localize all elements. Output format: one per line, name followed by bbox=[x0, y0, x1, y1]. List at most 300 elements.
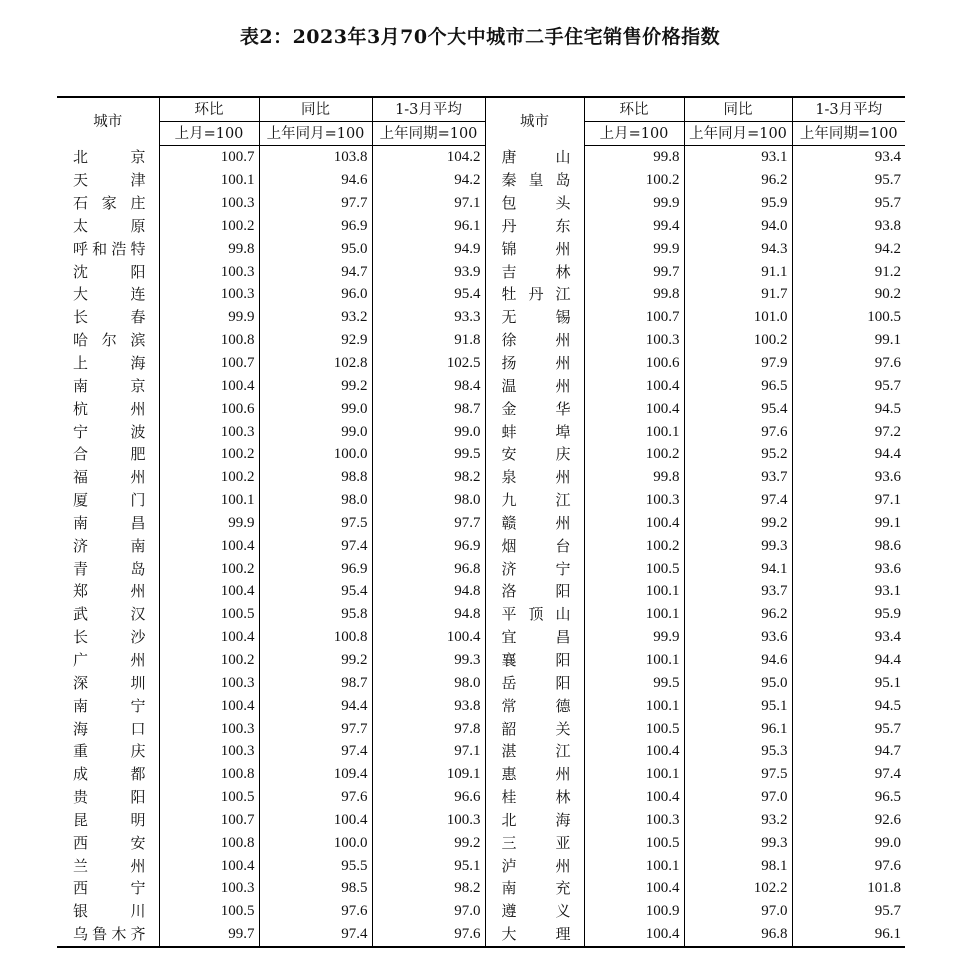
yoy-right-cell: 93.1 bbox=[684, 146, 792, 169]
avg-left-cell: 96.6 bbox=[372, 786, 485, 809]
table-row bbox=[57, 512, 905, 535]
mom-left-cell: 100.2 bbox=[159, 466, 259, 489]
mom-right-cell: 100.1 bbox=[584, 854, 684, 877]
city-left-cell: 呼和浩特 bbox=[73, 239, 147, 258]
header-yoy-base: 上年同月=100 bbox=[684, 122, 792, 146]
yoy-left-cell: 95.0 bbox=[259, 237, 372, 260]
yoy-left-cell: 98.8 bbox=[259, 466, 372, 489]
table-row bbox=[57, 420, 905, 443]
mom-right-cell: 100.2 bbox=[584, 443, 684, 466]
yoy-right-cell: 96.2 bbox=[684, 169, 792, 192]
city-right-cell: 丹东 bbox=[485, 215, 584, 238]
yoy-right-cell: 100.2 bbox=[684, 329, 792, 352]
mom-right-cell: 100.3 bbox=[584, 489, 684, 512]
table-row bbox=[57, 694, 905, 717]
mom-left-cell: 100.2 bbox=[159, 557, 259, 580]
mom-left-cell: 100.3 bbox=[159, 717, 259, 740]
mom-right-cell: 100.5 bbox=[584, 831, 684, 854]
mom-right-cell: 99.9 bbox=[584, 626, 684, 649]
avg-left-cell: 97.7 bbox=[372, 512, 485, 535]
avg-left-cell: 97.6 bbox=[372, 923, 485, 947]
table-row bbox=[57, 146, 905, 169]
yoy-left-cell: 92.9 bbox=[259, 329, 372, 352]
yoy-left-cell: 99.2 bbox=[259, 649, 372, 672]
yoy-left-cell: 95.4 bbox=[259, 580, 372, 603]
city-right-cell: 岳阳 bbox=[485, 671, 584, 694]
avg-left-cell: 97.1 bbox=[372, 740, 485, 763]
yoy-left-cell: 97.6 bbox=[259, 786, 372, 809]
avg-left-cell: 99.0 bbox=[372, 420, 485, 443]
mom-right-cell: 100.5 bbox=[584, 557, 684, 580]
yoy-left-cell: 95.8 bbox=[259, 603, 372, 626]
table-row bbox=[57, 192, 905, 215]
city-right-cell: 济宁 bbox=[485, 557, 584, 580]
avg-left-cell: 95.1 bbox=[372, 854, 485, 877]
city-right-cell: 泸州 bbox=[485, 854, 584, 877]
mom-left-cell: 99.7 bbox=[159, 923, 259, 947]
table-row bbox=[57, 489, 905, 512]
mom-left-cell: 100.3 bbox=[159, 283, 259, 306]
city-left-cell: 杭州 bbox=[73, 399, 147, 418]
city-right-cell: 北海 bbox=[485, 808, 584, 831]
mom-right-cell: 100.4 bbox=[584, 877, 684, 900]
yoy-right-cell: 95.1 bbox=[684, 694, 792, 717]
city-right-cell: 襄阳 bbox=[485, 649, 584, 672]
mom-right-cell: 100.4 bbox=[584, 786, 684, 809]
header-yoy: 同比 bbox=[684, 97, 792, 122]
table-row bbox=[57, 215, 905, 238]
city-left-cell: 福州 bbox=[73, 468, 147, 487]
avg-left-cell: 98.2 bbox=[372, 466, 485, 489]
yoy-left-cell: 100.0 bbox=[259, 443, 372, 466]
avg-right-cell: 97.6 bbox=[792, 352, 905, 375]
table-row bbox=[57, 237, 905, 260]
avg-left-cell: 95.4 bbox=[372, 283, 485, 306]
header-mom-base: 上月=100 bbox=[159, 122, 259, 146]
avg-right-cell: 99.0 bbox=[792, 831, 905, 854]
mom-left-cell: 100.2 bbox=[159, 215, 259, 238]
city-left-cell: 宁波 bbox=[73, 422, 147, 441]
city-right-cell: 安庆 bbox=[485, 443, 584, 466]
yoy-right-cell: 97.0 bbox=[684, 786, 792, 809]
header-city-right: 城市 bbox=[485, 97, 584, 146]
mom-left-cell: 100.6 bbox=[159, 397, 259, 420]
mom-right-cell: 100.1 bbox=[584, 763, 684, 786]
avg-right-cell: 92.6 bbox=[792, 808, 905, 831]
mom-left-cell: 99.8 bbox=[159, 237, 259, 260]
avg-left-cell: 98.2 bbox=[372, 877, 485, 900]
header-avg: 1-3月平均 bbox=[792, 97, 905, 122]
mom-left-cell: 100.5 bbox=[159, 786, 259, 809]
yoy-right-cell: 96.1 bbox=[684, 717, 792, 740]
city-left-cell: 郑州 bbox=[73, 582, 147, 601]
avg-right-cell: 95.7 bbox=[792, 192, 905, 215]
avg-right-cell: 98.6 bbox=[792, 534, 905, 557]
city-left-cell: 大连 bbox=[73, 285, 147, 304]
city-right-cell: 惠州 bbox=[485, 763, 584, 786]
yoy-right-cell: 96.2 bbox=[684, 603, 792, 626]
city-right-cell: 桂林 bbox=[485, 786, 584, 809]
mom-left-cell: 100.3 bbox=[159, 877, 259, 900]
yoy-left-cell: 98.0 bbox=[259, 489, 372, 512]
mom-left-cell: 100.1 bbox=[159, 169, 259, 192]
header-yoy: 同比 bbox=[259, 97, 372, 122]
yoy-right-cell: 93.7 bbox=[684, 466, 792, 489]
city-right-cell: 唐山 bbox=[485, 146, 584, 169]
city-left-cell: 兰州 bbox=[73, 856, 147, 875]
mom-left-cell: 100.8 bbox=[159, 329, 259, 352]
yoy-left-cell: 97.7 bbox=[259, 192, 372, 215]
avg-right-cell: 90.2 bbox=[792, 283, 905, 306]
avg-right-cell: 97.2 bbox=[792, 420, 905, 443]
yoy-right-cell: 102.2 bbox=[684, 877, 792, 900]
mom-right-cell: 99.5 bbox=[584, 671, 684, 694]
yoy-right-cell: 93.2 bbox=[684, 808, 792, 831]
avg-right-cell: 93.6 bbox=[792, 466, 905, 489]
avg-left-cell: 99.3 bbox=[372, 649, 485, 672]
avg-left-cell: 99.5 bbox=[372, 443, 485, 466]
city-left-cell: 重庆 bbox=[73, 742, 147, 761]
avg-left-cell: 98.4 bbox=[372, 374, 485, 397]
avg-left-cell: 98.7 bbox=[372, 397, 485, 420]
avg-right-cell: 91.2 bbox=[792, 260, 905, 283]
avg-left-cell: 109.1 bbox=[372, 763, 485, 786]
mom-left-cell: 100.3 bbox=[159, 740, 259, 763]
mom-right-cell: 100.4 bbox=[584, 512, 684, 535]
table-row bbox=[57, 306, 905, 329]
avg-left-cell: 98.0 bbox=[372, 671, 485, 694]
yoy-left-cell: 95.5 bbox=[259, 854, 372, 877]
avg-left-cell: 104.2 bbox=[372, 146, 485, 169]
mom-right-cell: 100.1 bbox=[584, 420, 684, 443]
header-mom: 环比 bbox=[159, 97, 259, 122]
yoy-right-cell: 97.9 bbox=[684, 352, 792, 375]
mom-right-cell: 100.2 bbox=[584, 534, 684, 557]
city-left-cell: 成都 bbox=[73, 765, 147, 784]
city-right-cell: 常德 bbox=[485, 694, 584, 717]
avg-left-cell: 98.0 bbox=[372, 489, 485, 512]
mom-right-cell: 100.7 bbox=[584, 306, 684, 329]
city-left-cell: 长春 bbox=[73, 308, 147, 327]
yoy-right-cell: 97.5 bbox=[684, 763, 792, 786]
table-row bbox=[57, 877, 905, 900]
avg-right-cell: 95.7 bbox=[792, 374, 905, 397]
city-left-cell: 昆明 bbox=[73, 810, 147, 829]
avg-right-cell: 94.4 bbox=[792, 649, 905, 672]
mom-right-cell: 99.8 bbox=[584, 146, 684, 169]
city-right-cell: 韶关 bbox=[485, 717, 584, 740]
yoy-right-cell: 94.6 bbox=[684, 649, 792, 672]
yoy-left-cell: 93.2 bbox=[259, 306, 372, 329]
city-left-cell: 深圳 bbox=[73, 673, 147, 692]
yoy-left-cell: 96.9 bbox=[259, 557, 372, 580]
mom-right-cell: 99.7 bbox=[584, 260, 684, 283]
table-row bbox=[57, 534, 905, 557]
avg-right-cell: 95.7 bbox=[792, 717, 905, 740]
city-left-cell: 西安 bbox=[73, 833, 147, 852]
mom-right-cell: 100.1 bbox=[584, 649, 684, 672]
yoy-left-cell: 109.4 bbox=[259, 763, 372, 786]
yoy-right-cell: 93.7 bbox=[684, 580, 792, 603]
avg-left-cell: 94.8 bbox=[372, 580, 485, 603]
mom-left-cell: 100.4 bbox=[159, 374, 259, 397]
mom-right-cell: 99.8 bbox=[584, 466, 684, 489]
yoy-right-cell: 99.2 bbox=[684, 512, 792, 535]
table-row bbox=[57, 374, 905, 397]
mom-right-cell: 100.3 bbox=[584, 808, 684, 831]
table-row bbox=[57, 397, 905, 420]
yoy-right-cell: 96.8 bbox=[684, 923, 792, 947]
mom-left-cell: 100.5 bbox=[159, 603, 259, 626]
yoy-right-cell: 95.4 bbox=[684, 397, 792, 420]
city-right-cell: 泉州 bbox=[485, 466, 584, 489]
table-row bbox=[57, 580, 905, 603]
yoy-left-cell: 99.2 bbox=[259, 374, 372, 397]
city-left-cell: 长沙 bbox=[73, 628, 147, 647]
avg-left-cell: 96.9 bbox=[372, 534, 485, 557]
table-body bbox=[57, 146, 905, 947]
mom-left-cell: 100.4 bbox=[159, 694, 259, 717]
city-right-cell: 蚌埠 bbox=[485, 420, 584, 443]
avg-left-cell: 93.3 bbox=[372, 306, 485, 329]
yoy-left-cell: 98.5 bbox=[259, 877, 372, 900]
table-row bbox=[57, 169, 905, 192]
yoy-left-cell: 100.8 bbox=[259, 626, 372, 649]
city-right-cell: 遵义 bbox=[485, 900, 584, 923]
city-left-cell: 南宁 bbox=[73, 696, 147, 715]
avg-right-cell: 95.9 bbox=[792, 603, 905, 626]
avg-right-cell: 95.7 bbox=[792, 900, 905, 923]
city-left-cell: 厦门 bbox=[73, 491, 147, 510]
mom-left-cell: 99.9 bbox=[159, 512, 259, 535]
yoy-left-cell: 97.6 bbox=[259, 900, 372, 923]
city-left-cell: 西宁 bbox=[73, 879, 147, 898]
city-left-cell: 广州 bbox=[73, 650, 147, 669]
mom-left-cell: 100.8 bbox=[159, 831, 259, 854]
city-right-cell: 温州 bbox=[485, 374, 584, 397]
city-right-cell: 平顶山 bbox=[485, 603, 584, 626]
avg-right-cell: 94.5 bbox=[792, 397, 905, 420]
yoy-right-cell: 98.1 bbox=[684, 854, 792, 877]
yoy-right-cell: 91.1 bbox=[684, 260, 792, 283]
yoy-right-cell: 94.0 bbox=[684, 215, 792, 238]
mom-right-cell: 100.4 bbox=[584, 740, 684, 763]
avg-right-cell: 97.6 bbox=[792, 854, 905, 877]
table-row bbox=[57, 260, 905, 283]
table-row bbox=[57, 717, 905, 740]
yoy-right-cell: 99.3 bbox=[684, 534, 792, 557]
mom-right-cell: 100.4 bbox=[584, 923, 684, 947]
yoy-left-cell: 97.4 bbox=[259, 740, 372, 763]
city-left-cell: 合肥 bbox=[73, 445, 147, 464]
mom-right-cell: 100.4 bbox=[584, 397, 684, 420]
avg-right-cell: 97.1 bbox=[792, 489, 905, 512]
yoy-right-cell: 95.9 bbox=[684, 192, 792, 215]
mom-right-cell: 99.8 bbox=[584, 283, 684, 306]
avg-left-cell: 94.2 bbox=[372, 169, 485, 192]
city-right-cell: 南充 bbox=[485, 877, 584, 900]
yoy-left-cell: 97.7 bbox=[259, 717, 372, 740]
table-row bbox=[57, 443, 905, 466]
price-index-table bbox=[57, 96, 905, 948]
city-right-cell: 吉林 bbox=[485, 260, 584, 283]
table-row bbox=[57, 466, 905, 489]
city-left-cell: 太原 bbox=[73, 216, 147, 235]
avg-left-cell: 97.0 bbox=[372, 900, 485, 923]
mom-right-cell: 100.1 bbox=[584, 580, 684, 603]
mom-right-cell: 100.3 bbox=[584, 329, 684, 352]
mom-left-cell: 99.9 bbox=[159, 306, 259, 329]
yoy-right-cell: 93.6 bbox=[684, 626, 792, 649]
city-right-cell: 洛阳 bbox=[485, 580, 584, 603]
avg-left-cell: 102.5 bbox=[372, 352, 485, 375]
city-left-cell: 北京 bbox=[73, 148, 147, 167]
city-right-cell: 湛江 bbox=[485, 740, 584, 763]
table-row bbox=[57, 740, 905, 763]
mom-left-cell: 100.7 bbox=[159, 146, 259, 169]
city-right-cell: 金华 bbox=[485, 397, 584, 420]
avg-right-cell: 94.2 bbox=[792, 237, 905, 260]
yoy-right-cell: 94.1 bbox=[684, 557, 792, 580]
yoy-left-cell: 99.0 bbox=[259, 397, 372, 420]
mom-right-cell: 100.9 bbox=[584, 900, 684, 923]
mom-right-cell: 100.2 bbox=[584, 169, 684, 192]
avg-left-cell: 97.8 bbox=[372, 717, 485, 740]
city-right-cell: 徐州 bbox=[485, 329, 584, 352]
city-left-cell: 海口 bbox=[73, 719, 147, 738]
table-row bbox=[57, 352, 905, 375]
avg-right-cell: 93.4 bbox=[792, 146, 905, 169]
table-header bbox=[57, 97, 905, 146]
table-row bbox=[57, 831, 905, 854]
city-left-cell: 青岛 bbox=[73, 559, 147, 578]
mom-right-cell: 100.1 bbox=[584, 694, 684, 717]
city-left-cell: 武汉 bbox=[73, 605, 147, 624]
city-left-cell: 南昌 bbox=[73, 513, 147, 532]
avg-right-cell: 97.4 bbox=[792, 763, 905, 786]
mom-left-cell: 100.1 bbox=[159, 489, 259, 512]
table-row bbox=[57, 900, 905, 923]
yoy-right-cell: 94.3 bbox=[684, 237, 792, 260]
mom-left-cell: 100.8 bbox=[159, 763, 259, 786]
mom-right-cell: 100.4 bbox=[584, 374, 684, 397]
yoy-right-cell: 97.0 bbox=[684, 900, 792, 923]
mom-right-cell: 100.5 bbox=[584, 717, 684, 740]
city-right-cell: 秦皇岛 bbox=[485, 169, 584, 192]
city-right-cell: 赣州 bbox=[485, 512, 584, 535]
avg-left-cell: 93.9 bbox=[372, 260, 485, 283]
avg-left-cell: 96.8 bbox=[372, 557, 485, 580]
avg-left-cell: 97.1 bbox=[372, 192, 485, 215]
mom-left-cell: 100.4 bbox=[159, 580, 259, 603]
yoy-left-cell: 94.4 bbox=[259, 694, 372, 717]
avg-right-cell: 95.1 bbox=[792, 671, 905, 694]
avg-right-cell: 96.5 bbox=[792, 786, 905, 809]
city-right-cell: 大理 bbox=[485, 923, 584, 947]
yoy-left-cell: 99.0 bbox=[259, 420, 372, 443]
table-row bbox=[57, 786, 905, 809]
yoy-right-cell: 97.4 bbox=[684, 489, 792, 512]
yoy-right-cell: 91.7 bbox=[684, 283, 792, 306]
table-row bbox=[57, 603, 905, 626]
table-row bbox=[57, 626, 905, 649]
yoy-right-cell: 95.2 bbox=[684, 443, 792, 466]
mom-right-cell: 99.4 bbox=[584, 215, 684, 238]
city-left-cell: 石家庄 bbox=[73, 194, 147, 213]
header-avg-base: 上年同期=100 bbox=[792, 122, 905, 146]
table-row bbox=[57, 649, 905, 672]
table-row bbox=[57, 763, 905, 786]
yoy-left-cell: 96.9 bbox=[259, 215, 372, 238]
city-right-cell: 宜昌 bbox=[485, 626, 584, 649]
table-row bbox=[57, 329, 905, 352]
yoy-left-cell: 97.4 bbox=[259, 923, 372, 947]
yoy-left-cell: 98.7 bbox=[259, 671, 372, 694]
header-mom-base: 上月=100 bbox=[584, 122, 684, 146]
city-left-cell: 哈尔滨 bbox=[73, 331, 147, 350]
mom-left-cell: 100.5 bbox=[159, 900, 259, 923]
yoy-right-cell: 95.0 bbox=[684, 671, 792, 694]
yoy-left-cell: 97.4 bbox=[259, 534, 372, 557]
table-row bbox=[57, 557, 905, 580]
yoy-left-cell: 100.0 bbox=[259, 831, 372, 854]
city-right-cell: 扬州 bbox=[485, 352, 584, 375]
mom-right-cell: 100.6 bbox=[584, 352, 684, 375]
avg-left-cell: 96.1 bbox=[372, 215, 485, 238]
mom-left-cell: 100.3 bbox=[159, 420, 259, 443]
avg-right-cell: 93.4 bbox=[792, 626, 905, 649]
avg-left-cell: 100.3 bbox=[372, 808, 485, 831]
header-mom: 环比 bbox=[584, 97, 684, 122]
avg-left-cell: 94.8 bbox=[372, 603, 485, 626]
avg-right-cell: 95.7 bbox=[792, 169, 905, 192]
yoy-left-cell: 97.5 bbox=[259, 512, 372, 535]
mom-left-cell: 100.7 bbox=[159, 352, 259, 375]
header-avg: 1-3月平均 bbox=[372, 97, 485, 122]
yoy-left-cell: 96.0 bbox=[259, 283, 372, 306]
avg-right-cell: 93.6 bbox=[792, 557, 905, 580]
mom-left-cell: 100.3 bbox=[159, 671, 259, 694]
avg-right-cell: 94.7 bbox=[792, 740, 905, 763]
avg-right-cell: 99.1 bbox=[792, 329, 905, 352]
mom-left-cell: 100.3 bbox=[159, 192, 259, 215]
page-title: 表2：2023年3月70个大中城市二手住宅销售价格指数 bbox=[239, 26, 721, 48]
city-left-cell: 天津 bbox=[73, 171, 147, 190]
yoy-left-cell: 94.6 bbox=[259, 169, 372, 192]
yoy-right-cell: 97.6 bbox=[684, 420, 792, 443]
mom-left-cell: 100.3 bbox=[159, 260, 259, 283]
city-left-cell: 上海 bbox=[73, 354, 147, 373]
yoy-right-cell: 101.0 bbox=[684, 306, 792, 329]
header-yoy-base: 上年同月=100 bbox=[259, 122, 372, 146]
city-right-cell: 烟台 bbox=[485, 534, 584, 557]
header-avg-base: 上年同期=100 bbox=[372, 122, 485, 146]
avg-right-cell: 100.5 bbox=[792, 306, 905, 329]
header-city-left: 城市 bbox=[57, 97, 159, 146]
avg-right-cell: 93.8 bbox=[792, 215, 905, 238]
city-left-cell: 银川 bbox=[73, 902, 147, 921]
table-row bbox=[57, 283, 905, 306]
yoy-right-cell: 96.5 bbox=[684, 374, 792, 397]
yoy-left-cell: 103.8 bbox=[259, 146, 372, 169]
avg-left-cell: 100.4 bbox=[372, 626, 485, 649]
city-right-cell: 包头 bbox=[485, 192, 584, 215]
avg-right-cell: 96.1 bbox=[792, 923, 905, 947]
avg-right-cell: 99.1 bbox=[792, 512, 905, 535]
table-row bbox=[57, 671, 905, 694]
city-left-cell: 南京 bbox=[73, 376, 147, 395]
city-right-cell: 无锡 bbox=[485, 306, 584, 329]
